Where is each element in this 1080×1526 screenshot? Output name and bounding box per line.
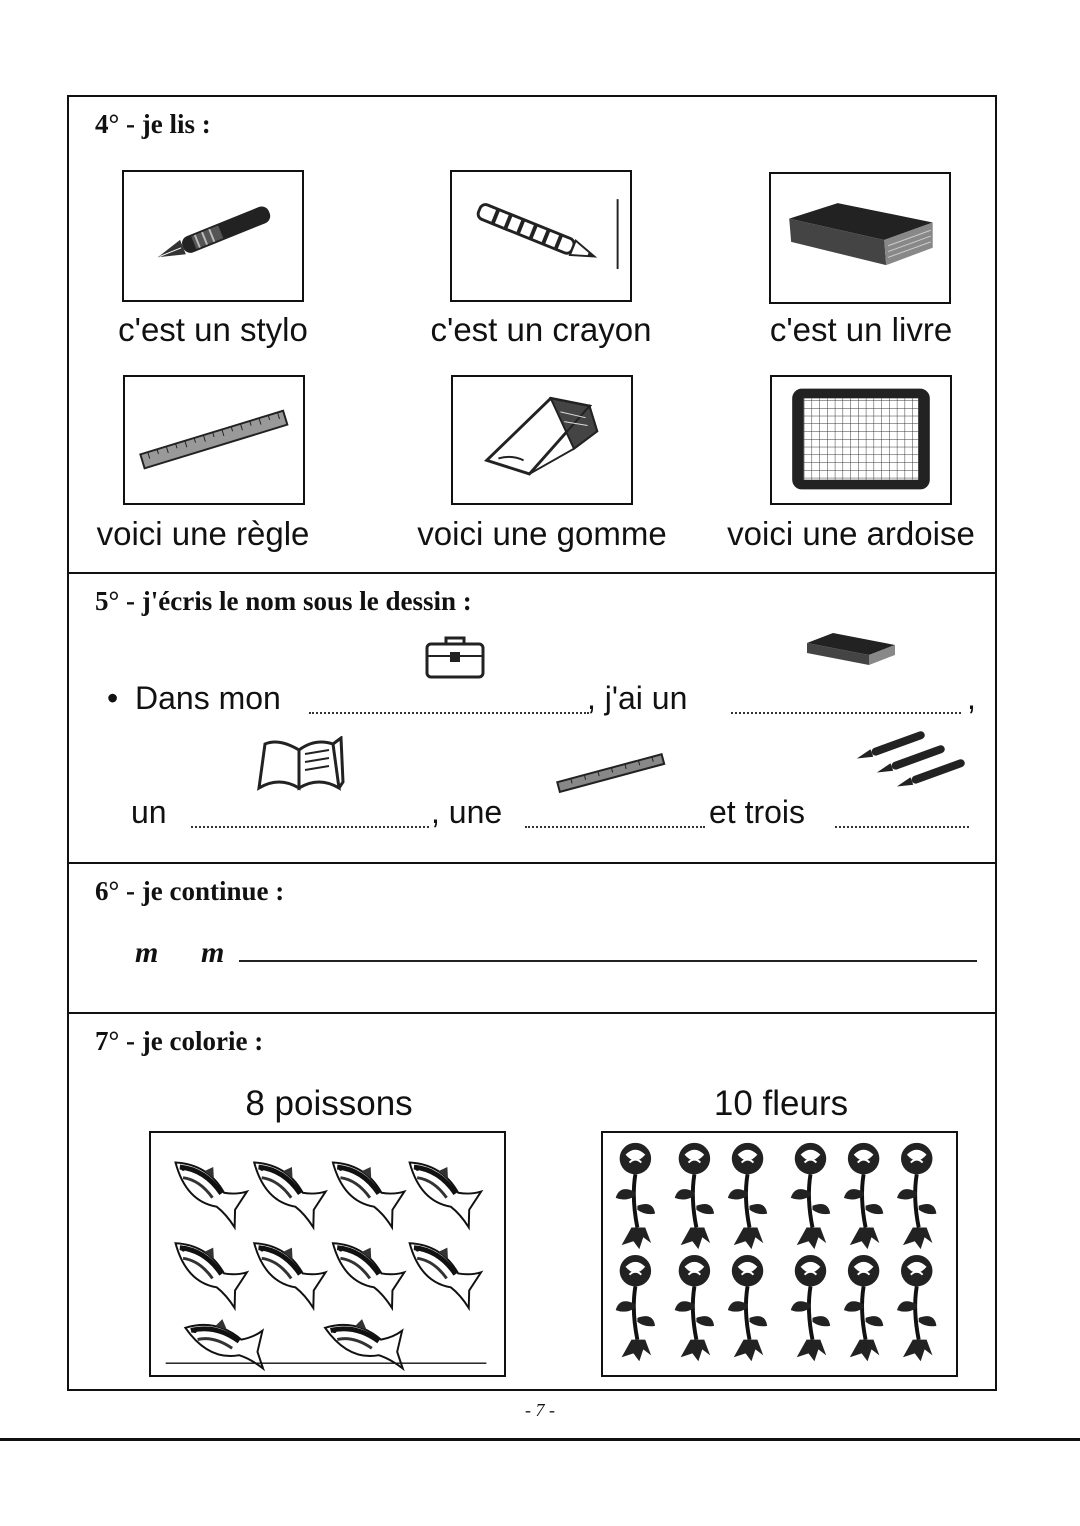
bullet: •: [107, 680, 119, 716]
cahier-picture: [253, 736, 347, 796]
eraser-icon: [453, 377, 631, 503]
fish-icon: [321, 1314, 409, 1368]
flower-icon: [675, 1143, 714, 1249]
answer-line[interactable]: [525, 826, 705, 828]
page-number: - 7 -: [525, 1400, 555, 1420]
fish-icon: [396, 1150, 489, 1227]
livre-picture: [769, 172, 951, 304]
fish-icon: [396, 1231, 489, 1308]
answer-line[interactable]: [191, 826, 429, 828]
section-j-ecris: [69, 572, 995, 862]
slate-icon: [772, 377, 950, 503]
gomme-picture: [451, 375, 633, 505]
fish-icon: [319, 1231, 412, 1308]
flower-icon: [728, 1143, 767, 1249]
writing-line[interactable]: [239, 960, 977, 962]
stylo-caption: c'est un stylo: [118, 311, 308, 348]
fish-icon: [162, 1150, 255, 1227]
answer-line[interactable]: [309, 712, 589, 714]
ardoise-caption: voici une ardoise: [727, 515, 975, 552]
fish-icon: [181, 1314, 269, 1368]
schoolbag-icon: [424, 634, 486, 680]
answer-line[interactable]: [731, 712, 961, 714]
flower-icon: [844, 1143, 883, 1249]
three-pens-icon: [847, 724, 987, 796]
section-title: 5° - j'écris le nom sous le dessin :: [95, 586, 472, 616]
crayon-caption: c'est un crayon: [430, 311, 652, 348]
section-title: 7° - je colorie :: [95, 1026, 264, 1056]
pattern-letter: m: [135, 936, 159, 969]
sentence-une: , une: [431, 794, 503, 830]
ruler-icon: [551, 746, 671, 802]
pattern-letter: m: [201, 936, 225, 969]
section-je-continue: [69, 862, 995, 1012]
regle-caption: voici une règle: [96, 515, 310, 552]
flower-icon: [616, 1143, 655, 1249]
sentence-comma: ,: [967, 680, 976, 716]
fish-coloring-box[interactable]: [149, 1131, 506, 1377]
section-title: 4° - je lis :: [95, 109, 211, 139]
flower-icon: [897, 1255, 936, 1361]
sentence-un: un: [131, 794, 167, 830]
book-icon: [803, 629, 899, 669]
section-je-colorie: [69, 1012, 995, 1393]
fish-icon: [162, 1231, 255, 1308]
sentence-et-trois: et trois: [709, 794, 806, 830]
livre-small-picture: [803, 629, 899, 669]
section-je-lis: [69, 97, 995, 572]
flower-group: [603, 1133, 956, 1375]
regle-picture: [123, 375, 305, 505]
fish-icon: [240, 1231, 333, 1308]
flower-count-label: 10 fleurs: [713, 1084, 849, 1123]
book-icon: [771, 174, 949, 302]
flower-icon: [675, 1255, 714, 1361]
livre-caption: c'est un livre: [769, 311, 953, 348]
crayon-picture: [450, 170, 632, 302]
section-title: 6° - je continue :: [95, 876, 285, 906]
stylo-picture: [122, 170, 304, 302]
flower-icon: [616, 1255, 655, 1361]
flower-icon: [897, 1143, 936, 1249]
regle-small-picture: [551, 746, 671, 802]
pencil-icon: [452, 172, 630, 300]
fountain-pen-icon: [124, 172, 302, 300]
ruler-icon: [125, 377, 303, 503]
ardoise-picture: [770, 375, 952, 505]
gomme-caption: voici une gomme: [417, 515, 667, 552]
worksheet: [67, 95, 997, 1391]
stylos-picture: [847, 724, 987, 796]
schoolbag-picture: [424, 634, 486, 680]
open-book-icon: [253, 736, 347, 796]
flower-coloring-box[interactable]: [601, 1131, 958, 1377]
fish-icon: [319, 1150, 412, 1227]
answer-line[interactable]: [835, 826, 969, 828]
sentence-j-ai-un: , j'ai un: [587, 680, 688, 716]
sentence-dans-mon: Dans mon: [135, 680, 281, 716]
bottom-rule: [0, 1438, 1080, 1441]
flower-icon: [791, 1255, 830, 1361]
flower-icon: [728, 1255, 767, 1361]
fish-icon: [240, 1150, 333, 1227]
flower-icon: [844, 1255, 883, 1361]
fish-count-label: 8 poissons: [245, 1084, 413, 1123]
fish-group: [151, 1133, 504, 1375]
flower-icon: [791, 1143, 830, 1249]
